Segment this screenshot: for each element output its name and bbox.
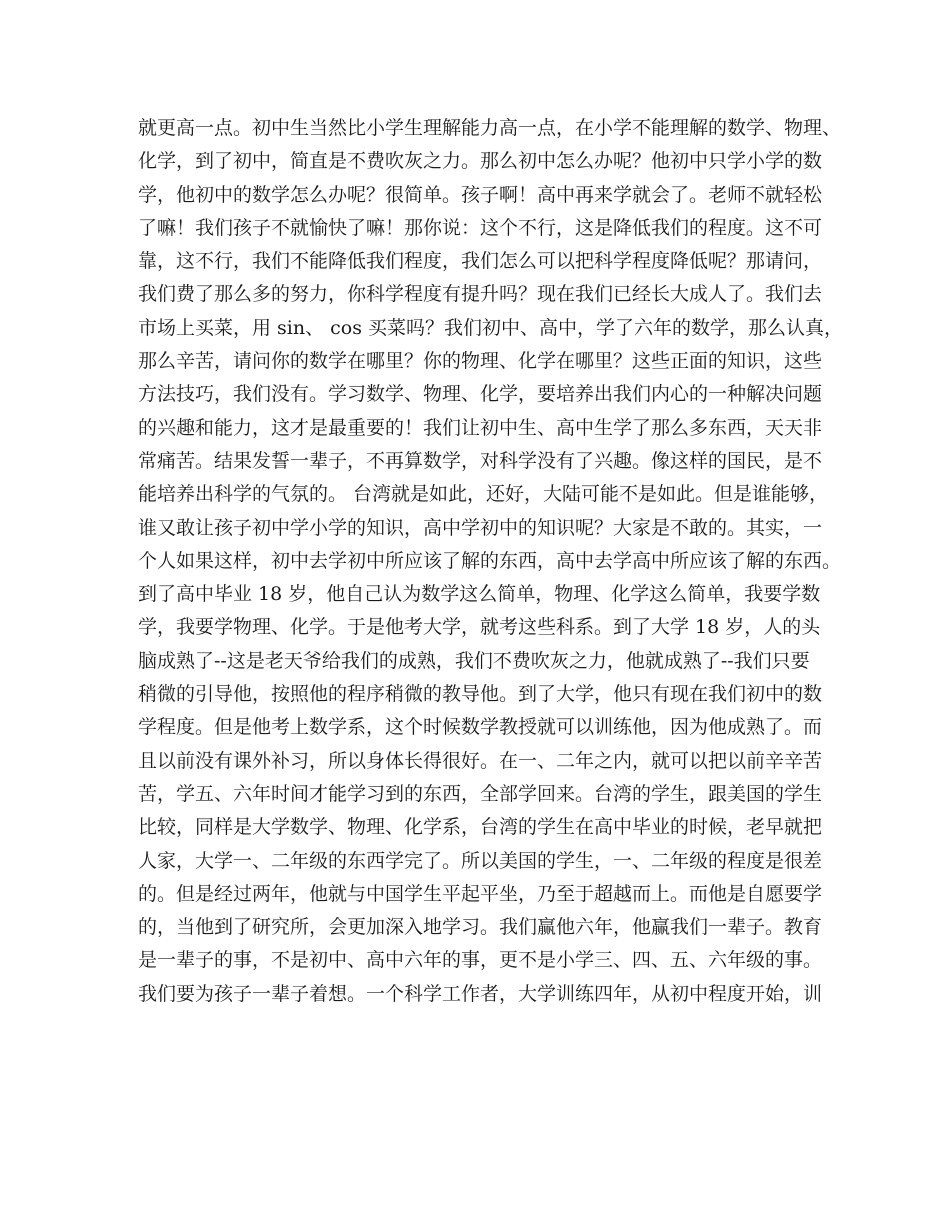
text-line: 我们费了那么多的努力，你科学程度有提升吗？现在我们已经长大成人了。我们去 xyxy=(138,283,823,306)
text-line: 的，当他到了研究所，会更加深入地学习。我们赢他六年，他赢我们一辈子。教育 xyxy=(138,916,823,939)
text-line: 谁又敢让孩子初中学小学的知识，高中学初中的知识呢？大家是不敢的。其实，一 xyxy=(138,516,823,539)
text-line: 学程度。但是他考上数学系，这个时候数学教授就可以训练他，因为他成熟了。而 xyxy=(138,716,823,739)
text-line: 脑成熟了--这是老天爷给我们的成熟，我们不费吹灰之力，他就成熟了--我们只要 xyxy=(138,649,810,672)
text-line: 的兴趣和能力，这才是最重要的！我们让初中生、高中生学了那么多东西，天天非 xyxy=(138,416,823,439)
text-line: 苦，学五、六年时间才能学习到的东西，全部学回来。台湾的学生，跟美国的学生 xyxy=(138,782,823,805)
text-line: 比较，同样是大学数学、物理、化学系，台湾的学生在高中毕业的时候，老早就把 xyxy=(138,816,823,839)
text-line: 我们要为孩子一辈子着想。一个科学工作者，大学训练四年，从初中程度开始，训 xyxy=(138,982,823,1005)
text-line: 稍微的引导他，按照他的程序稍微的教导他。到了大学，他只有现在我们初中的数 xyxy=(138,683,823,706)
text-line: 靠，这不行，我们不能降低我们程度，我们怎么可以把科学程度降低呢？那请问， xyxy=(138,250,823,273)
text-line: 且以前没有课外补习，所以身体长得很好。在一、二年之内，就可以把以前辛辛苦 xyxy=(138,749,823,772)
text-line: 市场上买菜，用 sin、 cos 买菜吗？我们初中、高中，学了六年的数学，那么认真， xyxy=(138,316,844,339)
text-line: 到了高中毕业 18 岁，他自己认为数学这么简单，物理、化学这么简单，我要学数 xyxy=(138,583,821,606)
text-line: 方法技巧，我们没有。学习数学、物理、化学，要培养出我们内心的一种解决问题 xyxy=(138,383,823,406)
text-line: 了嘛！我们孩子不就愉快了嘛！那你说：这个不行，这是降低我们的程度。这不可 xyxy=(138,216,823,239)
text-line: 能培养出科学的气氛的。 台湾就是如此，还好，大陆可能不是如此。但是谁能够， xyxy=(138,483,829,506)
text-line: 学，他初中的数学怎么办呢？很简单。孩子啊！高中再来学就会了。老师不就轻松 xyxy=(138,183,823,206)
text-line: 化学，到了初中，简直是不费吹灰之力。那么初中怎么办呢？他初中只学小学的数 xyxy=(138,150,823,173)
text-line: 就更高一点。初中生当然比小学生理解能力高一点，在小学不能理解的数学、物理、 xyxy=(138,117,842,139)
text-line: 常痛苦。结果发誓一辈子，不再算数学，对科学没有了兴趣。像这样的国民，是不 xyxy=(138,449,823,472)
text-line: 是一辈子的事，不是初中、高中六年的事，更不是小学三、四、五、六年级的事。 xyxy=(138,949,823,972)
text-line: 学，我要学物理、化学。于是他考大学，就考这些科系。到了大学 18 岁，人的头 xyxy=(138,616,821,639)
text-line: 那么辛苦，请问你的数学在哪里？你的物理、化学在哪里？这些正面的知识，这些 xyxy=(138,350,823,373)
text-line: 的。但是经过两年，他就与中国学生平起平坐，乃至于超越而上。而他是自愿要学 xyxy=(138,882,823,905)
text-line: 个人如果这样，初中去学初中所应该了解的东西，高中去学高中所应该了解的东西。 xyxy=(138,549,842,572)
body-text xyxy=(138,112,844,1011)
text-line: 人家，大学一、二年级的东西学完了。所以美国的学生，一、二年级的程度是很差 xyxy=(138,849,823,872)
